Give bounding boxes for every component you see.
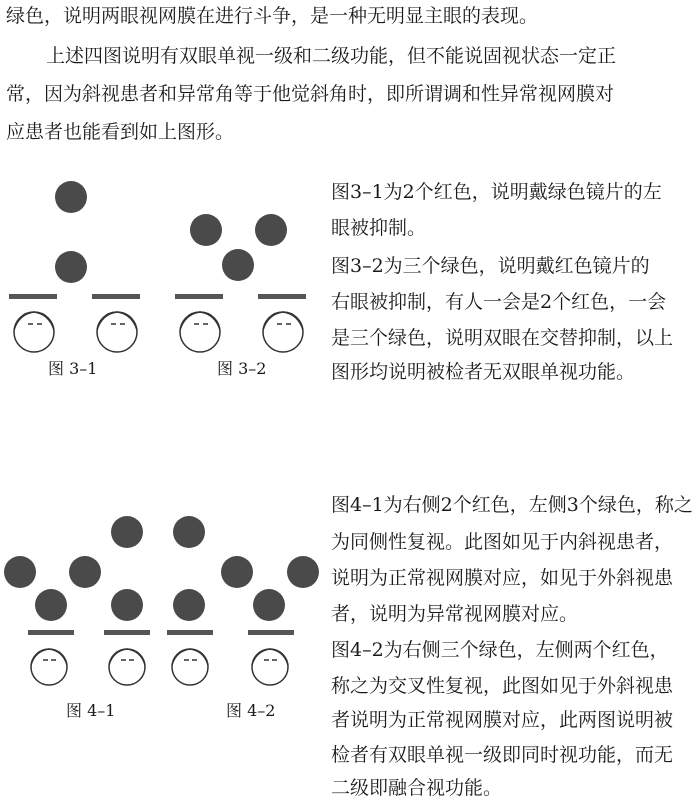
figure-caption-3-2: 图 3–2 bbox=[217, 359, 267, 378]
eye-face-icon bbox=[14, 312, 54, 352]
section-2-line: 称之为交叉性复视，此图如见于外斜视患 bbox=[331, 675, 674, 697]
lens-bar bbox=[258, 294, 306, 299]
dot bbox=[253, 589, 285, 621]
lens-bar bbox=[104, 630, 150, 635]
lens-bar bbox=[28, 630, 74, 635]
dot bbox=[55, 181, 87, 213]
figure-caption-3-1: 图 3–1 bbox=[48, 359, 98, 378]
eye-face-icon bbox=[252, 649, 288, 685]
paragraph-line: 应患者也能看到如上图形。 bbox=[6, 121, 235, 143]
lens-bar bbox=[92, 294, 140, 299]
dot bbox=[55, 251, 87, 283]
dot bbox=[4, 556, 36, 588]
dot bbox=[111, 516, 143, 548]
eye-face-icon bbox=[97, 312, 137, 352]
dot bbox=[222, 249, 254, 281]
lens-bar bbox=[167, 630, 213, 635]
lens-bar bbox=[248, 630, 294, 635]
section-2-line: 说明为正常视网膜对应，如见于外斜视患 bbox=[331, 567, 674, 589]
dot bbox=[173, 589, 205, 621]
dot bbox=[221, 556, 253, 588]
section-2-line: 为同侧性复视。此图如见于内斜视患者， bbox=[331, 531, 674, 553]
section-2-line: 检者有双眼单视一级即同时视功能，而无 bbox=[331, 744, 674, 766]
section-2-line: 图4–2为右侧三个绿色，左侧两个红色， bbox=[331, 639, 669, 661]
paragraph-line: 绿色，说明两眼视网膜在进行斗争，是一种无明显主眼的表现。 bbox=[6, 5, 539, 27]
section-2-line: 图4–1为右侧2个红色，左侧3个绿色，称之 bbox=[331, 494, 693, 516]
eye-face-icon bbox=[109, 649, 145, 685]
section-2-line: 者说明为正常视网膜对应，此两图说明被 bbox=[331, 709, 674, 731]
section-1-line: 眼被抑制。 bbox=[331, 217, 427, 239]
lens-bar bbox=[175, 294, 223, 299]
section-2-line: 二级即融合视功能。 bbox=[331, 777, 503, 799]
dot bbox=[173, 516, 205, 548]
figure-caption-4-2: 图 4–2 bbox=[226, 701, 276, 720]
section-1-line: 图3–1为2个红色，说明戴绿色镜片的左 bbox=[331, 181, 662, 203]
paragraph-line: 常，因为斜视患者和异常角等于他觉斜角时，即所谓调和性异常视网膜对 bbox=[6, 83, 615, 105]
eye-face-icon bbox=[180, 312, 220, 352]
eye-face-icon bbox=[263, 312, 303, 352]
section-1-line: 图形均说明被检者无双眼单视功能。 bbox=[331, 361, 636, 383]
section-1-line: 是三个绿色，说明双眼在交替抑制，以上 bbox=[331, 327, 674, 349]
dot bbox=[35, 589, 67, 621]
paragraph-line: 上述四图说明有双眼单视一级和二级功能，但不能说固视状态一定正 bbox=[46, 45, 617, 67]
eye-face-icon bbox=[172, 649, 208, 685]
figure-caption-4-1: 图 4–1 bbox=[66, 701, 116, 720]
dot bbox=[287, 556, 319, 588]
section-2-line: 者，说明为异常视网膜对应。 bbox=[331, 603, 579, 625]
dot bbox=[111, 589, 143, 621]
dot bbox=[255, 214, 287, 246]
figure-3-illustration bbox=[0, 170, 330, 380]
section-1-line: 图3–2为三个绿色，说明戴红色镜片的 bbox=[331, 255, 650, 277]
lens-bar bbox=[9, 294, 57, 299]
figure-4-illustration bbox=[0, 505, 330, 715]
dot bbox=[190, 214, 222, 246]
dot bbox=[69, 556, 101, 588]
eye-face-icon bbox=[31, 649, 67, 685]
section-1-line: 右眼被抑制，有人一会是2个红色，一会 bbox=[331, 291, 667, 313]
